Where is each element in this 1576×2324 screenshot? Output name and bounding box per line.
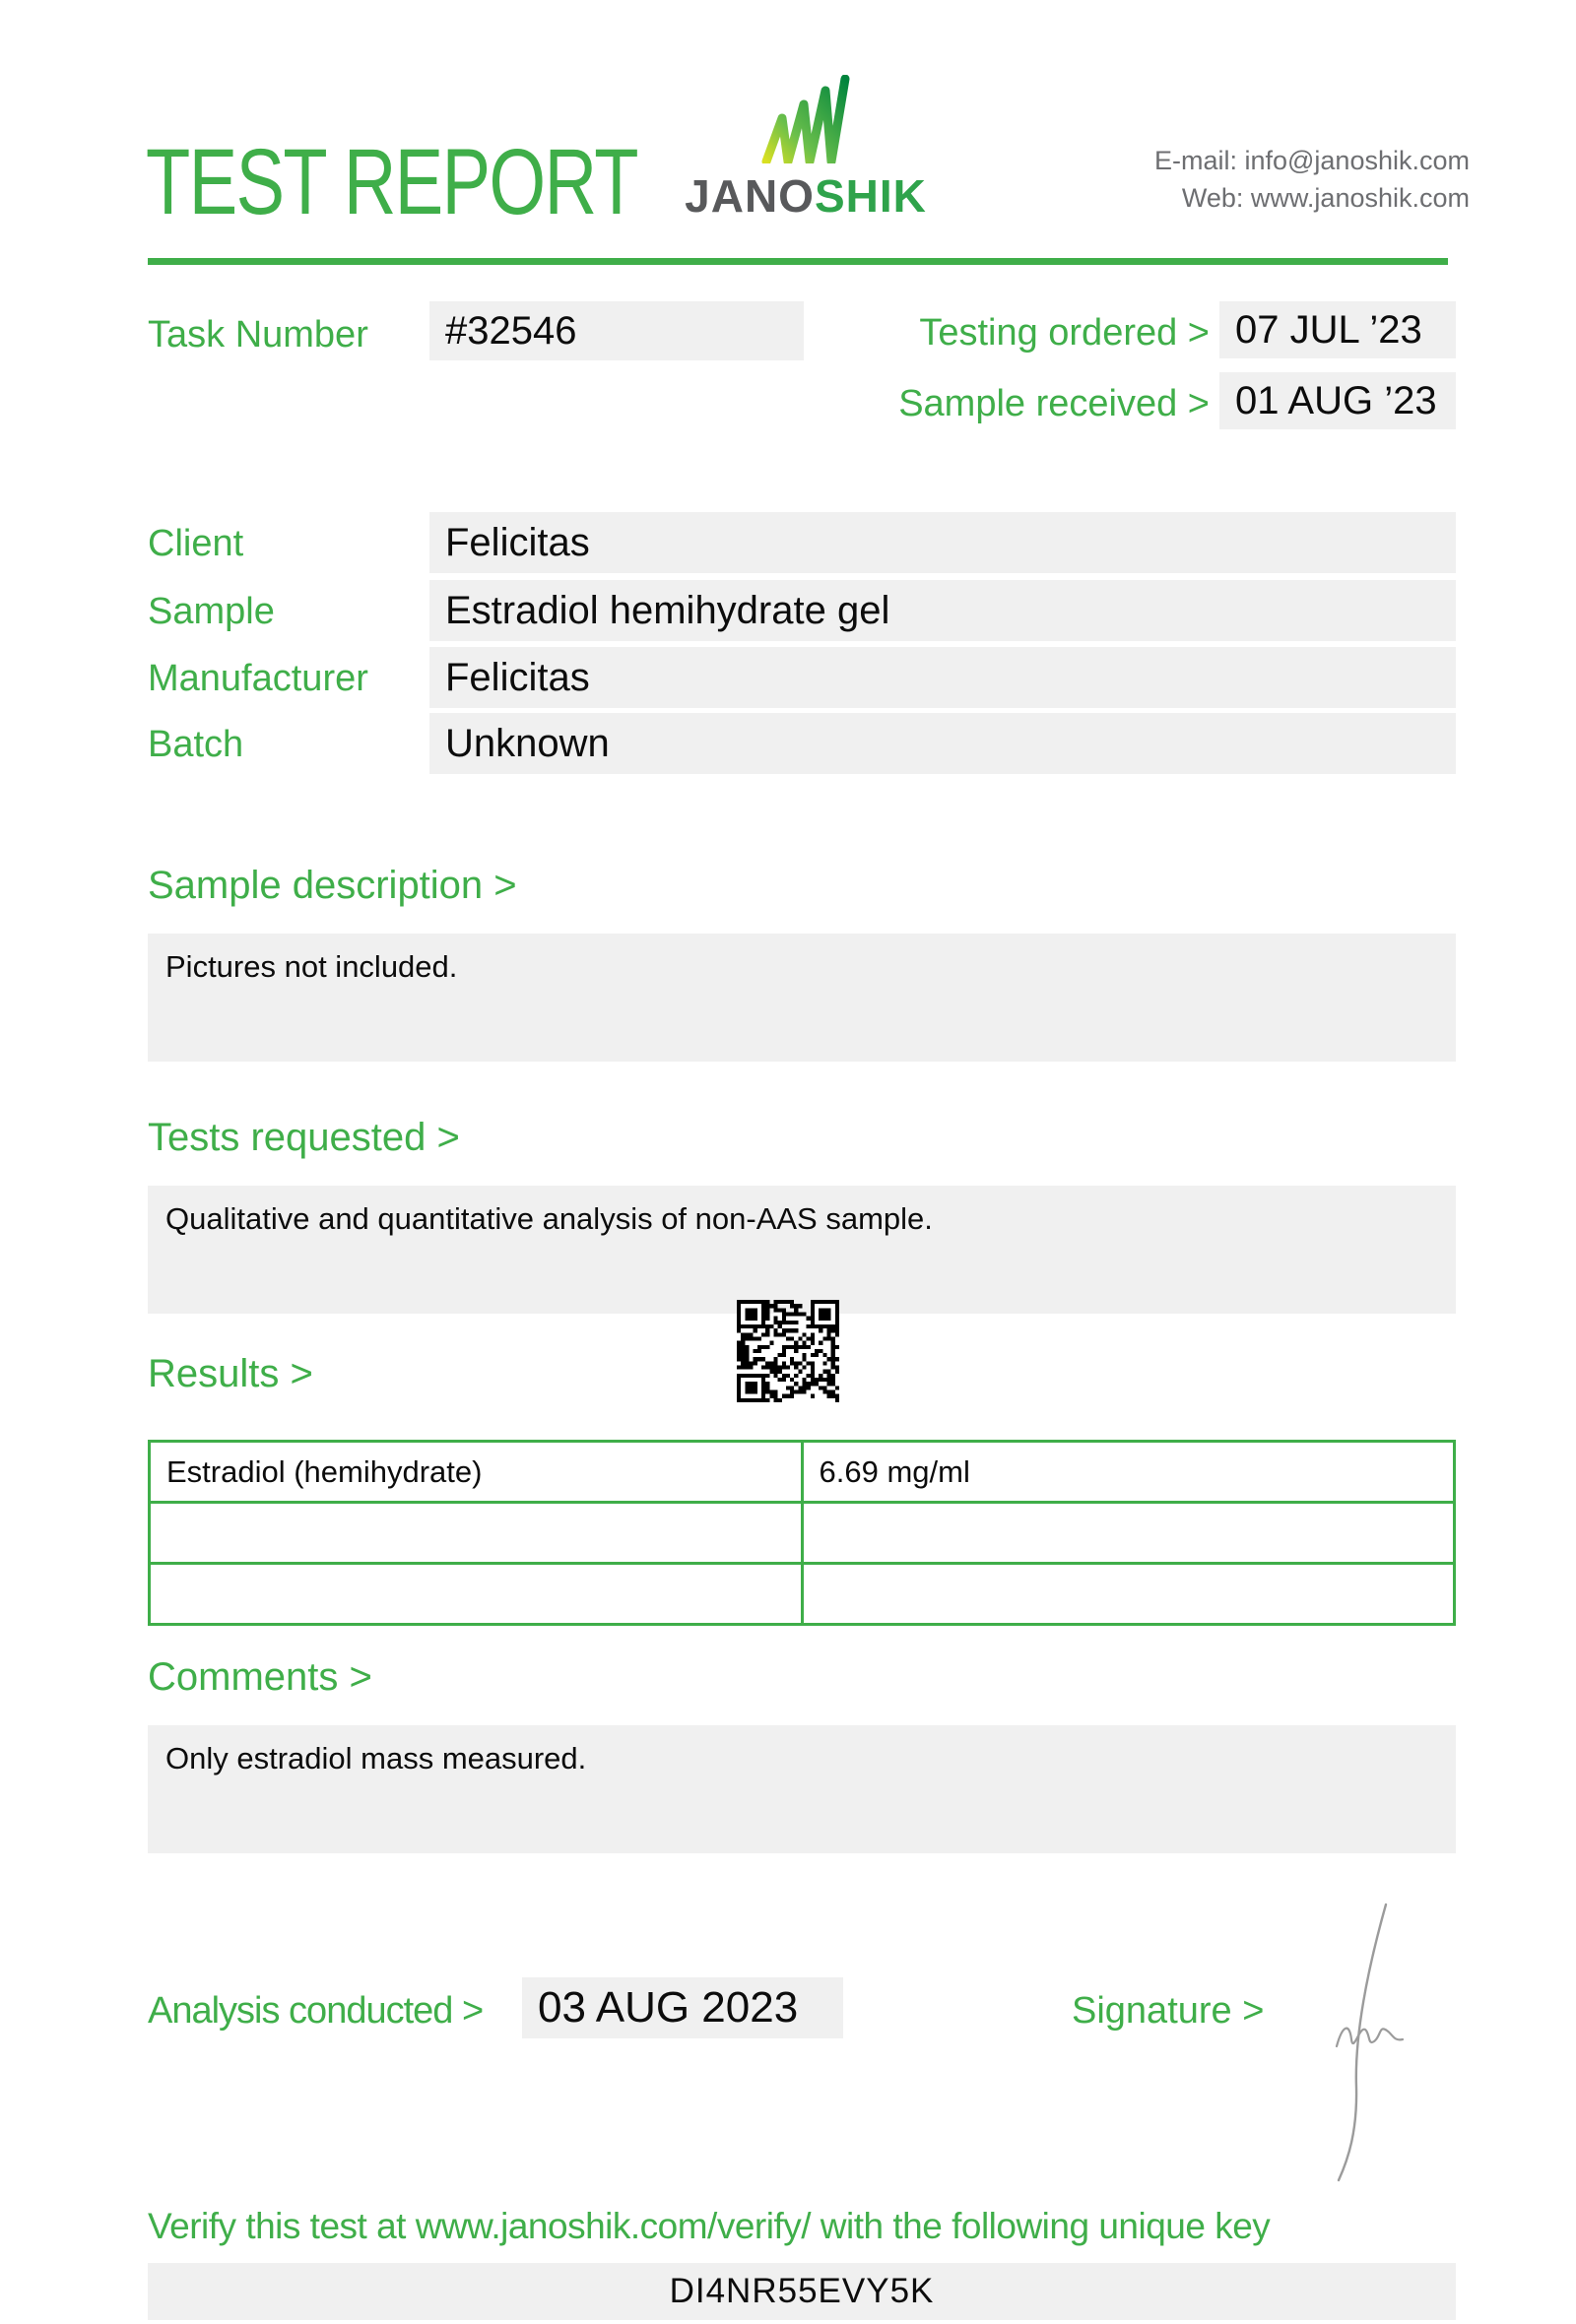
results-table <box>148 1440 1456 1626</box>
contact-block <box>1154 142 1470 217</box>
table-row <box>150 1564 1455 1625</box>
result-analyte-cell: Estradiol (hemihydrate) <box>150 1442 803 1503</box>
result-analyte-cell <box>150 1503 803 1564</box>
sample-received-label: Sample received > <box>898 383 1210 424</box>
signature-label: Signature > <box>1072 1990 1265 2032</box>
comments-box <box>148 1725 1456 1853</box>
analysis-conducted-label: Analysis conducted > <box>148 1990 484 2032</box>
detail-label-manufacturer: Manufacturer <box>148 658 368 699</box>
testing-ordered-value: 07 JUL ’23 <box>1219 301 1456 358</box>
qr-code <box>737 1300 839 1402</box>
result-analyte-cell <box>150 1564 803 1625</box>
verify-key: DI4NR55EVY5K <box>148 2263 1456 2320</box>
verify-instruction: Verify this test at www.janoshik.com/verify/ with the following unique key <box>148 2206 1271 2246</box>
logo-wordmark <box>680 169 932 223</box>
results-heading: Results > <box>148 1352 313 1395</box>
detail-label-sample: Sample <box>148 591 275 632</box>
table-row <box>150 1503 1455 1564</box>
sample-received-value: 01 AUG ’23 <box>1219 372 1456 429</box>
task-number-value: #32546 <box>429 301 804 360</box>
analysis-date-value: 03 AUG 2023 <box>522 1977 843 2038</box>
contact-email: E-mail: info@janoshik.com <box>1153 146 1470 175</box>
detail-label-client: Client <box>148 523 244 564</box>
sample-description-box <box>148 934 1456 1062</box>
header-divider <box>148 258 1448 265</box>
sample-description-text: Pictures not included. <box>165 949 458 984</box>
janoshik-logo <box>680 75 932 223</box>
result-value-cell <box>802 1503 1455 1564</box>
contact-web: Web: www.janoshik.com <box>1181 183 1470 213</box>
task-number-label: Task Number <box>148 314 368 355</box>
comments-text: Only estradiol mass measured. <box>165 1741 587 1775</box>
page-title: TEST REPORT <box>146 130 637 234</box>
tests-requested-box <box>148 1186 1456 1314</box>
handwritten-signature <box>1295 1899 1423 2186</box>
tests-requested-text: Qualitative and quantitative analysis of non-AAS sample. <box>165 1201 933 1236</box>
logo-text-jano: JANO <box>685 170 815 222</box>
result-value-cell <box>802 1564 1455 1625</box>
detail-value-batch: Unknown <box>429 713 1456 774</box>
growth-chart-icon <box>760 75 851 163</box>
logo-text-shik: SHIK <box>814 170 927 222</box>
result-value-cell: 6.69 mg/ml <box>802 1442 1455 1503</box>
detail-value-manufacturer: Felicitas <box>429 647 1456 708</box>
table-row <box>150 1442 1455 1503</box>
sample-description-heading: Sample description > <box>148 864 517 907</box>
detail-label-batch: Batch <box>148 724 244 765</box>
testing-ordered-label: Testing ordered > <box>919 312 1210 354</box>
detail-value-sample: Estradiol hemihydrate gel <box>429 580 1456 641</box>
detail-value-client: Felicitas <box>429 512 1456 573</box>
tests-requested-heading: Tests requested > <box>148 1116 460 1159</box>
comments-heading: Comments > <box>148 1655 372 1699</box>
